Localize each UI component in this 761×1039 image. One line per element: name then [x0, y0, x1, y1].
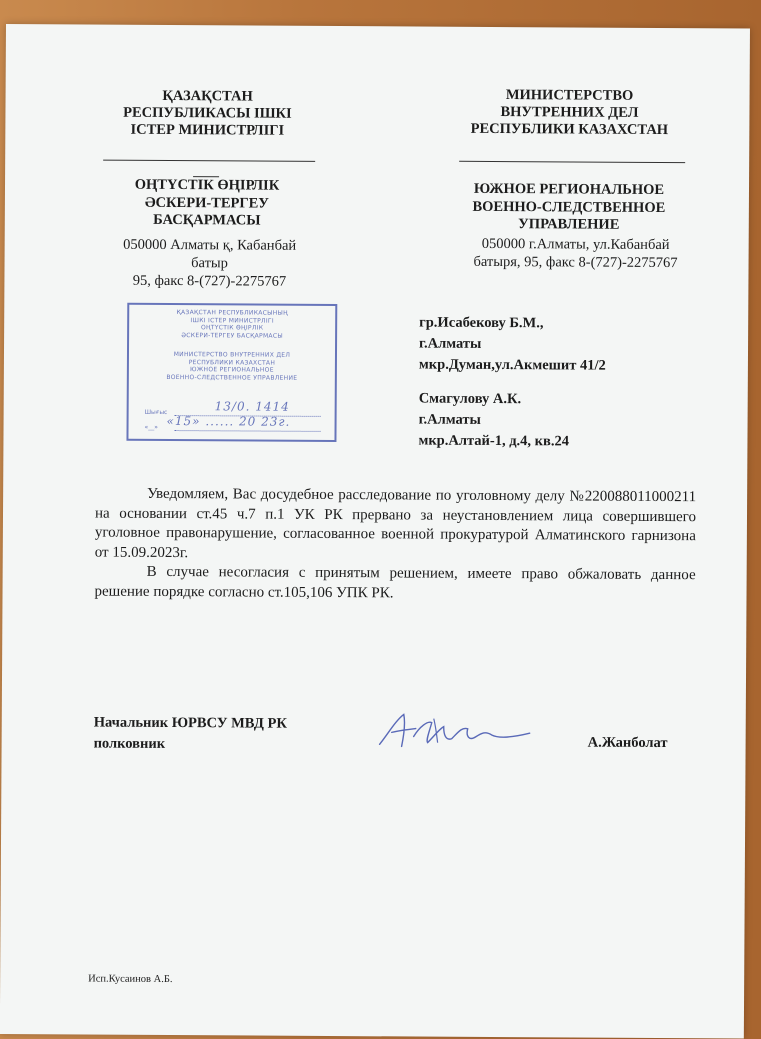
header-ru-ministry [449, 87, 689, 139]
header-kz-rule [103, 160, 315, 162]
stamp-kz-text [129, 309, 335, 340]
recipient-block [419, 313, 606, 377]
stamp-date-label: «__» [144, 423, 158, 431]
document-page [0, 24, 750, 1039]
stamp-line: РЕСПУБЛИКИ КАЗАХСТАН [188, 358, 276, 367]
stamp-line: ЮЖНОЕ РЕГИОНАЛЬНОЕ [189, 366, 274, 374]
stamp-date-value: «15» ...... 20 23г. [166, 413, 291, 429]
recipient-city: г.Алматы [418, 411, 481, 428]
address-kz-line: батыр [191, 255, 228, 272]
recipient-address: мкр.Думан,ул.Акмешит 41/2 [418, 356, 606, 374]
header-ru-line: ВНУТРЕННИХ ДЕЛ [500, 104, 639, 121]
stamp-line: ВОЕННО-СЛЕДСТВЕННОЕ УПРАВЛЕНИЕ [166, 373, 298, 382]
stamp-line: ӘСКЕРИ-ТЕРГЕУ БАСҚАРМАСЫ [181, 331, 283, 340]
signatory-name: А.Жанболат [587, 734, 668, 752]
signatory-title [94, 713, 287, 756]
header-kz-line: РЕСПУБЛИКАСЫ ІШКІ [123, 104, 292, 122]
department-ru [449, 181, 689, 235]
stamp-line: ҚАЗАҚСТАН РЕСПУБЛИКАСЫНЫҢ [176, 309, 289, 317]
header-ru-rule [459, 161, 685, 163]
stamp-outgoing-number: 13/0. 1414 [214, 399, 290, 414]
stamp-line: ОҢТҮСТІК ӨҢІРЛІК [200, 324, 264, 332]
department-ru-line: ВОЕННО-СЛЕДСТВЕННОЕ [472, 198, 666, 216]
header-ru-line: МИНИСТЕРСТВО [505, 87, 634, 104]
handwritten-signature [374, 706, 534, 755]
letter-body [94, 485, 696, 606]
recipient-name: гр.Исабекову Б.М., [419, 314, 544, 332]
recipient-address: мкр.Алтай-1, д.4, кв.24 [418, 432, 570, 450]
address-kz-line: 050000 Алматы қ, Кабанбай [123, 236, 297, 254]
stamp-ru-text [129, 351, 335, 382]
address-ru-line: 050000 г.Алматы, ул.Кабанбай [481, 235, 670, 254]
department-kz-line: БАСҚАРМАСЫ [153, 211, 261, 229]
signatory-position: Начальник ЮРВСУ МВД РК [93, 714, 287, 732]
recipient-block [418, 389, 569, 453]
department-ru-line: УПРАВЛЕНИЕ [518, 216, 620, 233]
address-kz-line: 95, факс 8-(727)-2275767 [132, 272, 287, 290]
stamp-outgoing-label: Шығыс [144, 408, 168, 416]
department-kz-line: ОҢТҮСТІК ӨҢІРЛІК [134, 176, 280, 194]
stamp-line: МИНИСТЕРСТВО ВНУТРЕННИХ ДЕЛ [173, 351, 291, 359]
address-ru-line: батыря, 95, факс 8-(727)-2275767 [473, 253, 678, 272]
stamp-dotted-line [175, 430, 321, 432]
stamp-line: ІШКІ ІСТЕР МИНИСТРЛІГІ [190, 316, 274, 325]
stamp-date-row [144, 413, 321, 433]
executor-note: Исп.Кусаинов А.Б. [88, 973, 173, 986]
address-kz [94, 236, 324, 291]
body-paragraph: В случае несогласия с принятым решением, имеете право обжаловать данное решение порядке согласно ст.105,106 УПК РК. [94, 563, 696, 601]
header-kz-ministry [97, 88, 317, 140]
recipient-city: г.Алматы [419, 335, 482, 352]
recipient-name: Смагулову А.К. [418, 390, 522, 408]
header-ru-line: РЕСПУБЛИКИ КАЗАХСТАН [470, 120, 669, 139]
address-ru [451, 235, 701, 273]
registration-stamp [126, 303, 337, 442]
department-kz [97, 177, 317, 231]
header-kz-line: ҚАЗАҚСТАН [162, 87, 253, 105]
signatory-rank: полковник [93, 735, 166, 752]
department-kz-line: ӘСКЕРИ-ТЕРГЕУ [144, 194, 269, 212]
body-paragraph: Уведомляем, Вас досудебное расследование по уголовному делу №220088011000211 на основании ст.45 ч.7 п.1 УК РК прервано за неустановлением лица совершившего уголовное правонарушение, согласованное военной прокуратурой Алматинского гарнизона от 15.09.2023г. [94, 485, 697, 561]
header-kz-line: ІСТЕР МИНИСТРЛІГІ [130, 121, 285, 139]
department-ru-line: ЮЖНОЕ РЕГИОНАЛЬНОЕ [473, 180, 665, 199]
